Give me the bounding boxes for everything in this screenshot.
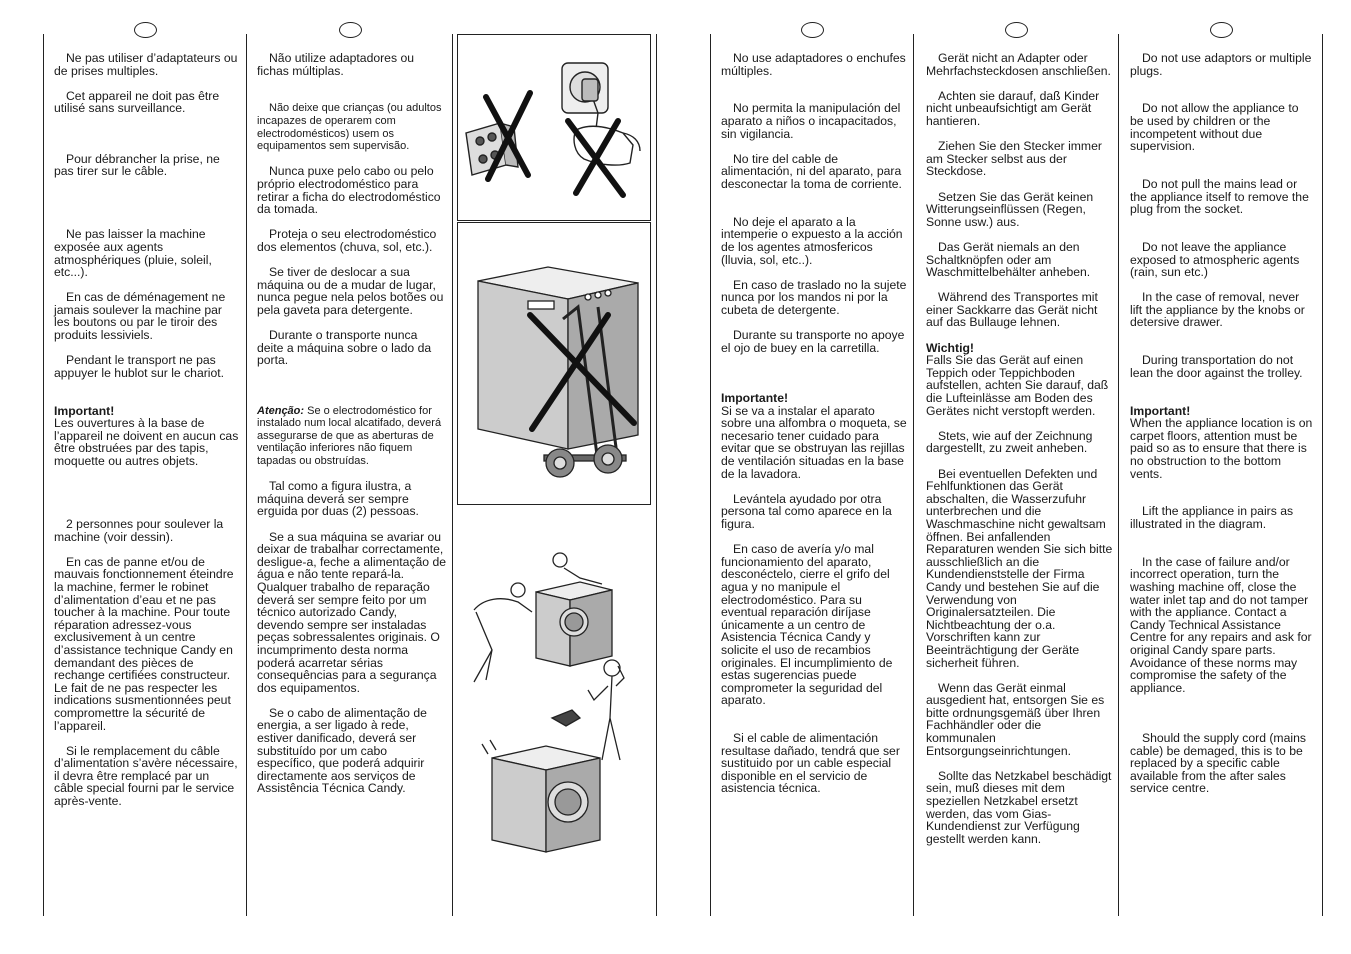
de-important-text: Falls Sie das Gerät auf einen Teppich oder Teppichboden aufstellen, achten Sie darauf, daß die Lufteinlässe am Boden des Gerätes nicht verstopft werden.	[926, 353, 1109, 418]
fr-important-label: Important!	[54, 403, 115, 418]
pt-adaptors: Não utilize adaptadores ou fichas múltiplas.	[257, 51, 414, 78]
de-adaptors: Gerät nicht an Adapter oder Mehrfachsteckdosen anschließen.	[926, 51, 1111, 78]
en-removal: In the case of removal, never lift the appliance by the knobs or detersive drawer.	[1130, 290, 1305, 330]
es-unplug: No tire del cable de alimentación, ni del aparato, para desconectar la toma de corriente.	[721, 151, 902, 191]
de-lift: Stets, wie auf der Zeichnung dargestellt, zu zweit anheben.	[926, 428, 1093, 456]
fr-weather: Ne pas laisser la machine exposée aux agents atmosphériques (pluie, soleil, etc...).	[54, 227, 212, 280]
page-rule	[656, 34, 657, 916]
lifting-drawing	[462, 540, 648, 858]
fr-supervision: Cet appareil ne doit pas être utilisé sans surveillance.	[54, 88, 220, 116]
pt-unplug: Nunca puxe pelo cabo ou pelo próprio electrodoméstico para retirar a ficha do electrodoméstico da tomada.	[257, 164, 441, 217]
de-weather: Setzen Sie das Gerät keinen Witterungseinflüssen (Regen, Sonne usw.) aus.	[926, 189, 1094, 229]
column-rule	[710, 34, 711, 916]
es-weather: No deje el aparato a la intemperie o expuesto a la acción de los agentes atmosfericos (lluvia, sol, etc..).	[721, 214, 903, 267]
trolley-illustration	[457, 222, 651, 505]
en-supervision: Do not allow the appliance to be used by children or the incompetent without due supervision.	[1130, 101, 1299, 154]
fr-adaptors: Ne pas utiliser d’adaptateurs ou de prises multiples.	[54, 51, 238, 78]
en-lift: Lift the appliance in pairs as illustrated in the diagram.	[1130, 504, 1294, 531]
en-unplug: Do not pull the mains lead or the appliance itself to remove the plug from the socket.	[1130, 176, 1309, 217]
de-cable: Sollte das Netzkabel beschädigt sein, muß dieses mit dem speziellen Netzkabel ersetzt werden, das vom Gias-Kundendienst zur Verfügung gestellt werden kann.	[926, 768, 1112, 846]
plug-drawing	[458, 35, 650, 220]
de-important-label: Wichtig!	[926, 340, 974, 355]
trolley-drawing	[458, 223, 650, 504]
en-important-text: When the appliance location is on carpet floors, attention must be paid so as to ensure that there is no obstruction to the bottom vents.	[1130, 416, 1313, 481]
de-disposal: Wenn das Gerät einmal ausgedient hat, entsorgen Sie es bitte ordnungsgemäß über Ihren Fachhändler oder die kommunalen Entsorgungseinrichtungen.	[926, 680, 1105, 758]
column-rule	[246, 34, 247, 916]
pt-lift: Tal como a figura ilustra, a máquina deverá ser sempre erguida por duas (2) pessoas.	[257, 479, 419, 519]
en-transport: During transportation do not lean the door against the trolley.	[1130, 353, 1303, 380]
spanish-column	[721, 52, 907, 808]
column-rule	[1118, 34, 1119, 916]
es-important-text: Si se va a instalar el aparato sobre una alfombra o moqueta, se necesario tener cuidado para evitar que se obstruyan las rejillas de ventilación situadas en la base de la lavadora.	[721, 403, 907, 481]
french-column	[54, 52, 240, 820]
pt-attention-label: Atenção:	[257, 404, 305, 417]
de-unplug: Ziehen Sie den Stecker immer am Stecker selbst aus der Steckdose.	[926, 139, 1102, 179]
portuguese-column	[257, 52, 447, 808]
de-important	[926, 342, 1114, 418]
lifting-and-failure-illustration	[462, 540, 648, 858]
de-failure: Bei eventuellen Defekten und Fehlfunktionen das Gerät abschalten, die Wasserzufuhr unterbrechen und die Waschmaschine nicht gewaltsam öffnen. Bei anfallenden Reparaturen wenden Sie sich bitte ausschließlich an die Kundendienststelle der Firma Candy und bestehen Sie auf die Verwendung von Originalersatzteilen. Die Nichtbeachtung der o.a. Vorschriften kann zur Beeinträchtigung der Geräte sicherheit führen.	[926, 466, 1113, 670]
es-important	[721, 392, 907, 480]
es-cable: Si el cable de alimentación resultase dañado, tendrá que ser sustituido por un cable especial disponible en el servicio de asistencia técnica.	[721, 731, 900, 796]
es-adaptors: No use adaptadores o enchufes múltiples.	[721, 51, 906, 78]
fr-important	[54, 405, 240, 468]
fr-cable: Si le remplacement du câble d’alimentation s’avère nécessaire, il devra être remplacé par un câble special fourni par le service après-vente.	[54, 743, 238, 809]
es-lift: Levántela ayudado por otra persona tal como aparece en la figura.	[721, 491, 892, 531]
column-rule	[1322, 34, 1323, 916]
pt-cable: Se o cabo de alimentação de energia, a ser ligado à rede, estiver danificado, deverá ser substituído por um cabo específico, que poderá adquirir directamente aos serviços de Assistência Técnica Candy.	[257, 705, 427, 796]
fr-unplug: Pour débrancher la prise, ne pas tirer sur le câble.	[54, 151, 220, 179]
pt-transport: Durante o transporte nunca deite a máquina sobre o lado da porta.	[257, 328, 432, 368]
es-failure: En caso de avería y/o mal funcionamiento del aparato, desconéctelo, cierre el grifo del agua y no manipule el electrodoméstico. Para su eventual reparación diríjase únicamente a un centro de Asistencia Técnica Candy y solicite el uso de recambios originales. El incumplimiento de estas sugerencias puede comprometer la seguridad del aparato.	[721, 542, 893, 708]
column-rule	[43, 34, 44, 916]
es-removal: En caso de traslado no la sujete nunca por los mandos ni por la cubeta de detergente.	[721, 277, 907, 317]
pt-supervision: Não deixe que crianças (ou adultos incapazes de operarem com electrodomésticos) usem os equipamentos sem supervisão.	[257, 102, 442, 153]
fr-lift: 2 personnes pour soulever la machine (voir dessin).	[54, 517, 224, 544]
es-important-label: Importante!	[721, 391, 789, 406]
english-column	[1130, 52, 1314, 808]
fr-removal: En cas de déménagement ne jamais soulever la machine par les boutons ou par le tiroir des produits lessiviels.	[54, 290, 226, 343]
plug-illustration	[457, 34, 651, 221]
en-important	[1130, 405, 1314, 481]
pt-attention-text: Se o electrodoméstico for instalado num local alcatifado, deverá assegurarse de que as aberturas de ventilação inferiores não fiquem tapadas ou obstruídas.	[257, 404, 442, 467]
language-marker-circle	[134, 22, 157, 38]
de-transport: Während des Transportes mit einer Sackkarre das Gerät nicht auf das Bullauge lehnen.	[926, 290, 1098, 330]
column-rule	[913, 34, 914, 916]
pt-failure: Se a sua máquina se avariar ou deixar de trabalhar correctamente, desligue-a, feche a alimentação de água e não tente repará-la. Qualquer trabalho de reparação deverá ser sempre feito por um técnico autorizado Candy, devendo sempre ser instaladas peças sobressalentes originais. O incumprimento desta norma poderá acarretar sérias consequências para a segurança dos equipamentos.	[257, 529, 447, 695]
en-failure: In the case of failure and/or incorrect operation, turn the washing machine off, close the water inlet tap and do not tamper with the appliance. Contact a Candy Technical Assistance Centre for any repairs and ask for original Candy spare parts. Avoidance of these norms may compromise the safety of the appliance.	[1130, 554, 1312, 695]
en-important-label: Important!	[1130, 403, 1191, 418]
language-marker-circle	[339, 22, 362, 38]
language-marker-circle	[801, 22, 824, 38]
en-cable: Should the supply cord (mains cable) be demaged, this is to be replaced by a specific cable available from the after sales service centre.	[1130, 731, 1306, 796]
column-rule	[452, 34, 453, 916]
german-column	[926, 52, 1114, 858]
fr-failure: En cas de panne et/ou de mauvais fonctionnement éteindre la machine, fermer le robinet d’alimentation d’eau et ne pas toucher à la machine. Pour toute réparation adressez-vous exclusivement à un centre d’assistance technique Candy en demandant des pièces de rechange certifiées constructeur. Le fait de ne pas respecter les indications susmentionnées peut compromettre la sécurité de l’appareil.	[54, 554, 234, 733]
pt-weather: Proteja o seu electrodoméstico dos elementos (chuva, sol, etc.).	[257, 227, 437, 254]
es-supervision: No permita la manipulación del aparato a niños o incapacitados, sin vigilancia.	[721, 101, 901, 141]
pt-attention	[257, 405, 447, 468]
en-adaptors: Do not use adaptors or multiple plugs.	[1130, 51, 1312, 78]
de-removal: Das Gerät niemals an den Schaltknöpfen oder am Waschmittelbehälter anheben.	[926, 239, 1091, 280]
fr-transport: Pendant le transport ne pas appuyer le hublot sur le chariot.	[54, 353, 225, 380]
de-supervision: Achten sie darauf, daß Kinder nicht unbeaufsichtigt am Gerät hantieren.	[926, 88, 1100, 128]
en-weather: Do not leave the appliance exposed to atmospheric agents (rain, sun etc.)	[1130, 239, 1300, 280]
fr-important-text: Les ouvertures à la base de l’appareil ne doivent en aucun cas être obstruées par des tapis, moquette ou autres objets.	[54, 416, 239, 469]
language-marker-circle	[1005, 22, 1028, 38]
pt-removal: Se tiver de deslocar a sua máquina ou de a mudar de lugar, nunca pegue nela pelos botões ou pela gaveta para detergente.	[257, 265, 444, 317]
language-marker-circle	[1210, 22, 1233, 38]
es-transport: Durante su transporte no apoye el ojo de buey en la carretilla.	[721, 328, 905, 355]
